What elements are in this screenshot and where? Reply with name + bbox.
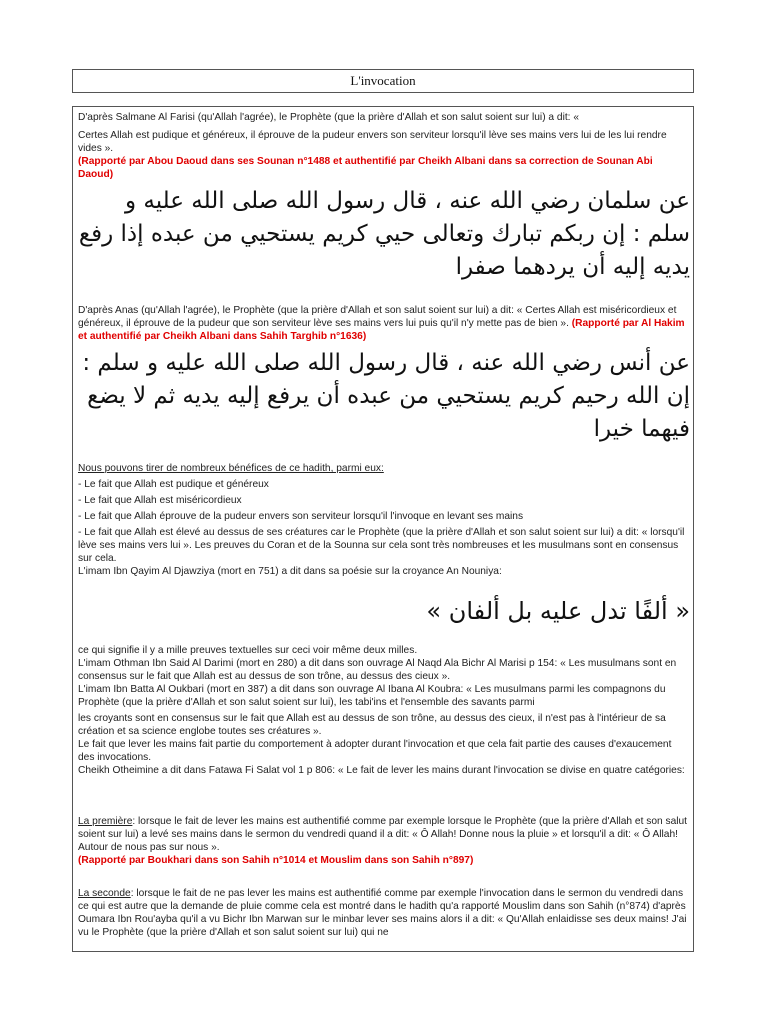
nouniya-verse: « ألفًا تدل عليه بل ألفان » <box>426 597 690 625</box>
anas-source: (Rapporté par Al Hakim et authentifié par Cheikh Albani dans Sahih Targhib n°1636) <box>78 318 685 342</box>
anas-text: D'après Anas (qu'Allah l'agrée), le Prophète (que la prière d'Allah et son salut soient sur lui) a dit: « Certes Allah est miséricordieux et généreux, il éprouve de la pudeur que son serviteur lève ses mains vers lui puis qu'il n'y mette pas de bien ». <box>78 305 677 329</box>
benefit-item: - Le fait que Allah est pudique et généreux <box>78 479 269 490</box>
first-category <box>78 815 690 867</box>
salmane-intro: D'après Salmane Al Farisi (qu'Allah l'agrée), le Prophète (que la prière d'Allah et son salut soient sur lui) a dit: « <box>78 112 579 123</box>
benefits-list <box>78 462 690 578</box>
page-title: L'invocation <box>72 69 694 93</box>
salmane-quote: Certes Allah est pudique et généreux, il éprouve de la pudeur envers son serviteur lorsqu'il lève ses mains vers lui de les lui rendre vides ». <box>78 130 667 154</box>
benefit-item: - Le fait que Allah éprouve de la pudeur envers son serviteur lorsqu'il l'invoque en levant ses mains <box>78 511 524 522</box>
document-body <box>72 106 694 952</box>
first-category-text: : lorsque le fait de lever les mains est authentifié comme par exemple lorsque le Prophète (que la prière d'Allah et son salut soient sur lui) a levé ses mains dans le sermon du vendredi quand il a dit: « Ô Allah! Donne nous la pluie » et lorsqu'il a dit: « Ô Allah! Autour de nous pas sur nous ». <box>78 816 688 853</box>
meaning-text: ce qui signifie il y a mille preuves textuelles sur ceci voir même deux milles. <box>78 645 418 656</box>
anas-arabic: عن أنس رضي الله عنه ، قال رسول الله صلى الله عليه و سلم : إن الله رحيم كريم يستحيي من عبده أن يرفع إليه يديه ثم لا يضع فيهما خيرا <box>82 350 690 442</box>
batta-text: L'imam Ibn Batta Al Oukbari (mort en 387) a dit dans son ouvrage Al Ibana Al Koubra: « Les musulmans parmi les compagnons du Prophète (que la prière d'Allah et son salut soient sur lui), les tabi'ins et l'ensemble des savants parmi <box>78 684 666 708</box>
lever-text: Le fait que lever les mains fait partie du comportement à adopter durant l'invocation et que cela fait partie des causes d'exaucement des invocations. <box>78 739 672 763</box>
second-category-text: : lorsque le fait de ne pas lever les mains est authentifié comme par exemple l'invocation dans le sermon du vendredi dans ce qui est autre que la demande de pluie comme cela est montré dans le hadith qu'a rapporté Mouslim dans son Sahih (n°874) d'après Oumara Ibn Rou'ayba qu'il a vu Bichr Ibn Marwan sur le minbar lever ses mains alors il a dit: « Qu'Allah enlaidisse ses deux mains! J'ai vu le Prophète (que la prière d'Allah et son salut soient sur lui) qui ne <box>78 888 687 938</box>
salmane-paragraph <box>78 111 690 181</box>
otheimine-text: Cheikh Otheimine a dit dans Fatawa Fi Salat vol 1 p 806: « Le fait de lever les mains durant l'invocation se divise en quatre catégories: <box>78 765 685 776</box>
first-category-label: La première <box>78 816 133 827</box>
benefits-heading: Nous pouvons tirer de nombreux bénéfices de ce hadith, parmi eux: <box>78 463 384 474</box>
salmane-arabic: عن سلمان رضي الله عنه ، قال رسول الله صلى الله عليه و سلم : إن ربكم تبارك وتعالى حيي كريم يستحيي من عبده إذا رفع يديه إليه أن يردهما صفرا <box>78 188 690 280</box>
darimi-text: L'imam Othman Ibn Said Al Darimi (mort en 280) a dit dans son ouvrage Al Naqd Ala Bichr Al Marisi p 154: « Les musulmans sont en consensus sur le fait que Allah est au dessus de son trône, au dessus des cieux ». <box>78 658 677 682</box>
salmane-source: (Rapporté par Abou Daoud dans ses Sounan n°1488 et authentifié par Cheikh Albani dans sa correction de Sounan Abi Daoud) <box>78 156 653 180</box>
ibn-qayim-text: L'imam Ibn Qayim Al Djawziya (mort en 751) a dit dans sa poésie sur la croyance An Nouniya: <box>78 566 502 577</box>
consensus-paragraph <box>78 644 690 777</box>
benefit-item: - Le fait que Allah est élevé au dessus de ses créatures car le Prophète (que la prière d'Allah et son salut soient sur lui) a dit: « lorsqu'il lève ses mains vers lui ». Les preuves du Coran et de la Sounna sur cela sont très nombreuses et les musulmans sont en consensus sur cela. <box>78 527 685 564</box>
first-category-source: (Rapporté par Boukhari dans son Sahih n°1014 et Mouslim dans son Sahih n°897) <box>78 855 474 866</box>
second-category <box>78 887 690 939</box>
anas-paragraph <box>78 304 690 343</box>
batta-text-continued: les croyants sont en consensus sur le fait que Allah est au dessus de son trône, au dessus des cieux, il n'est pas à l'intérieur de sa création et sa science englobe toutes ses créatures ». <box>78 713 666 737</box>
second-category-label: La seconde <box>78 888 131 899</box>
benefit-item: - Le fait que Allah est miséricordieux <box>78 495 242 506</box>
